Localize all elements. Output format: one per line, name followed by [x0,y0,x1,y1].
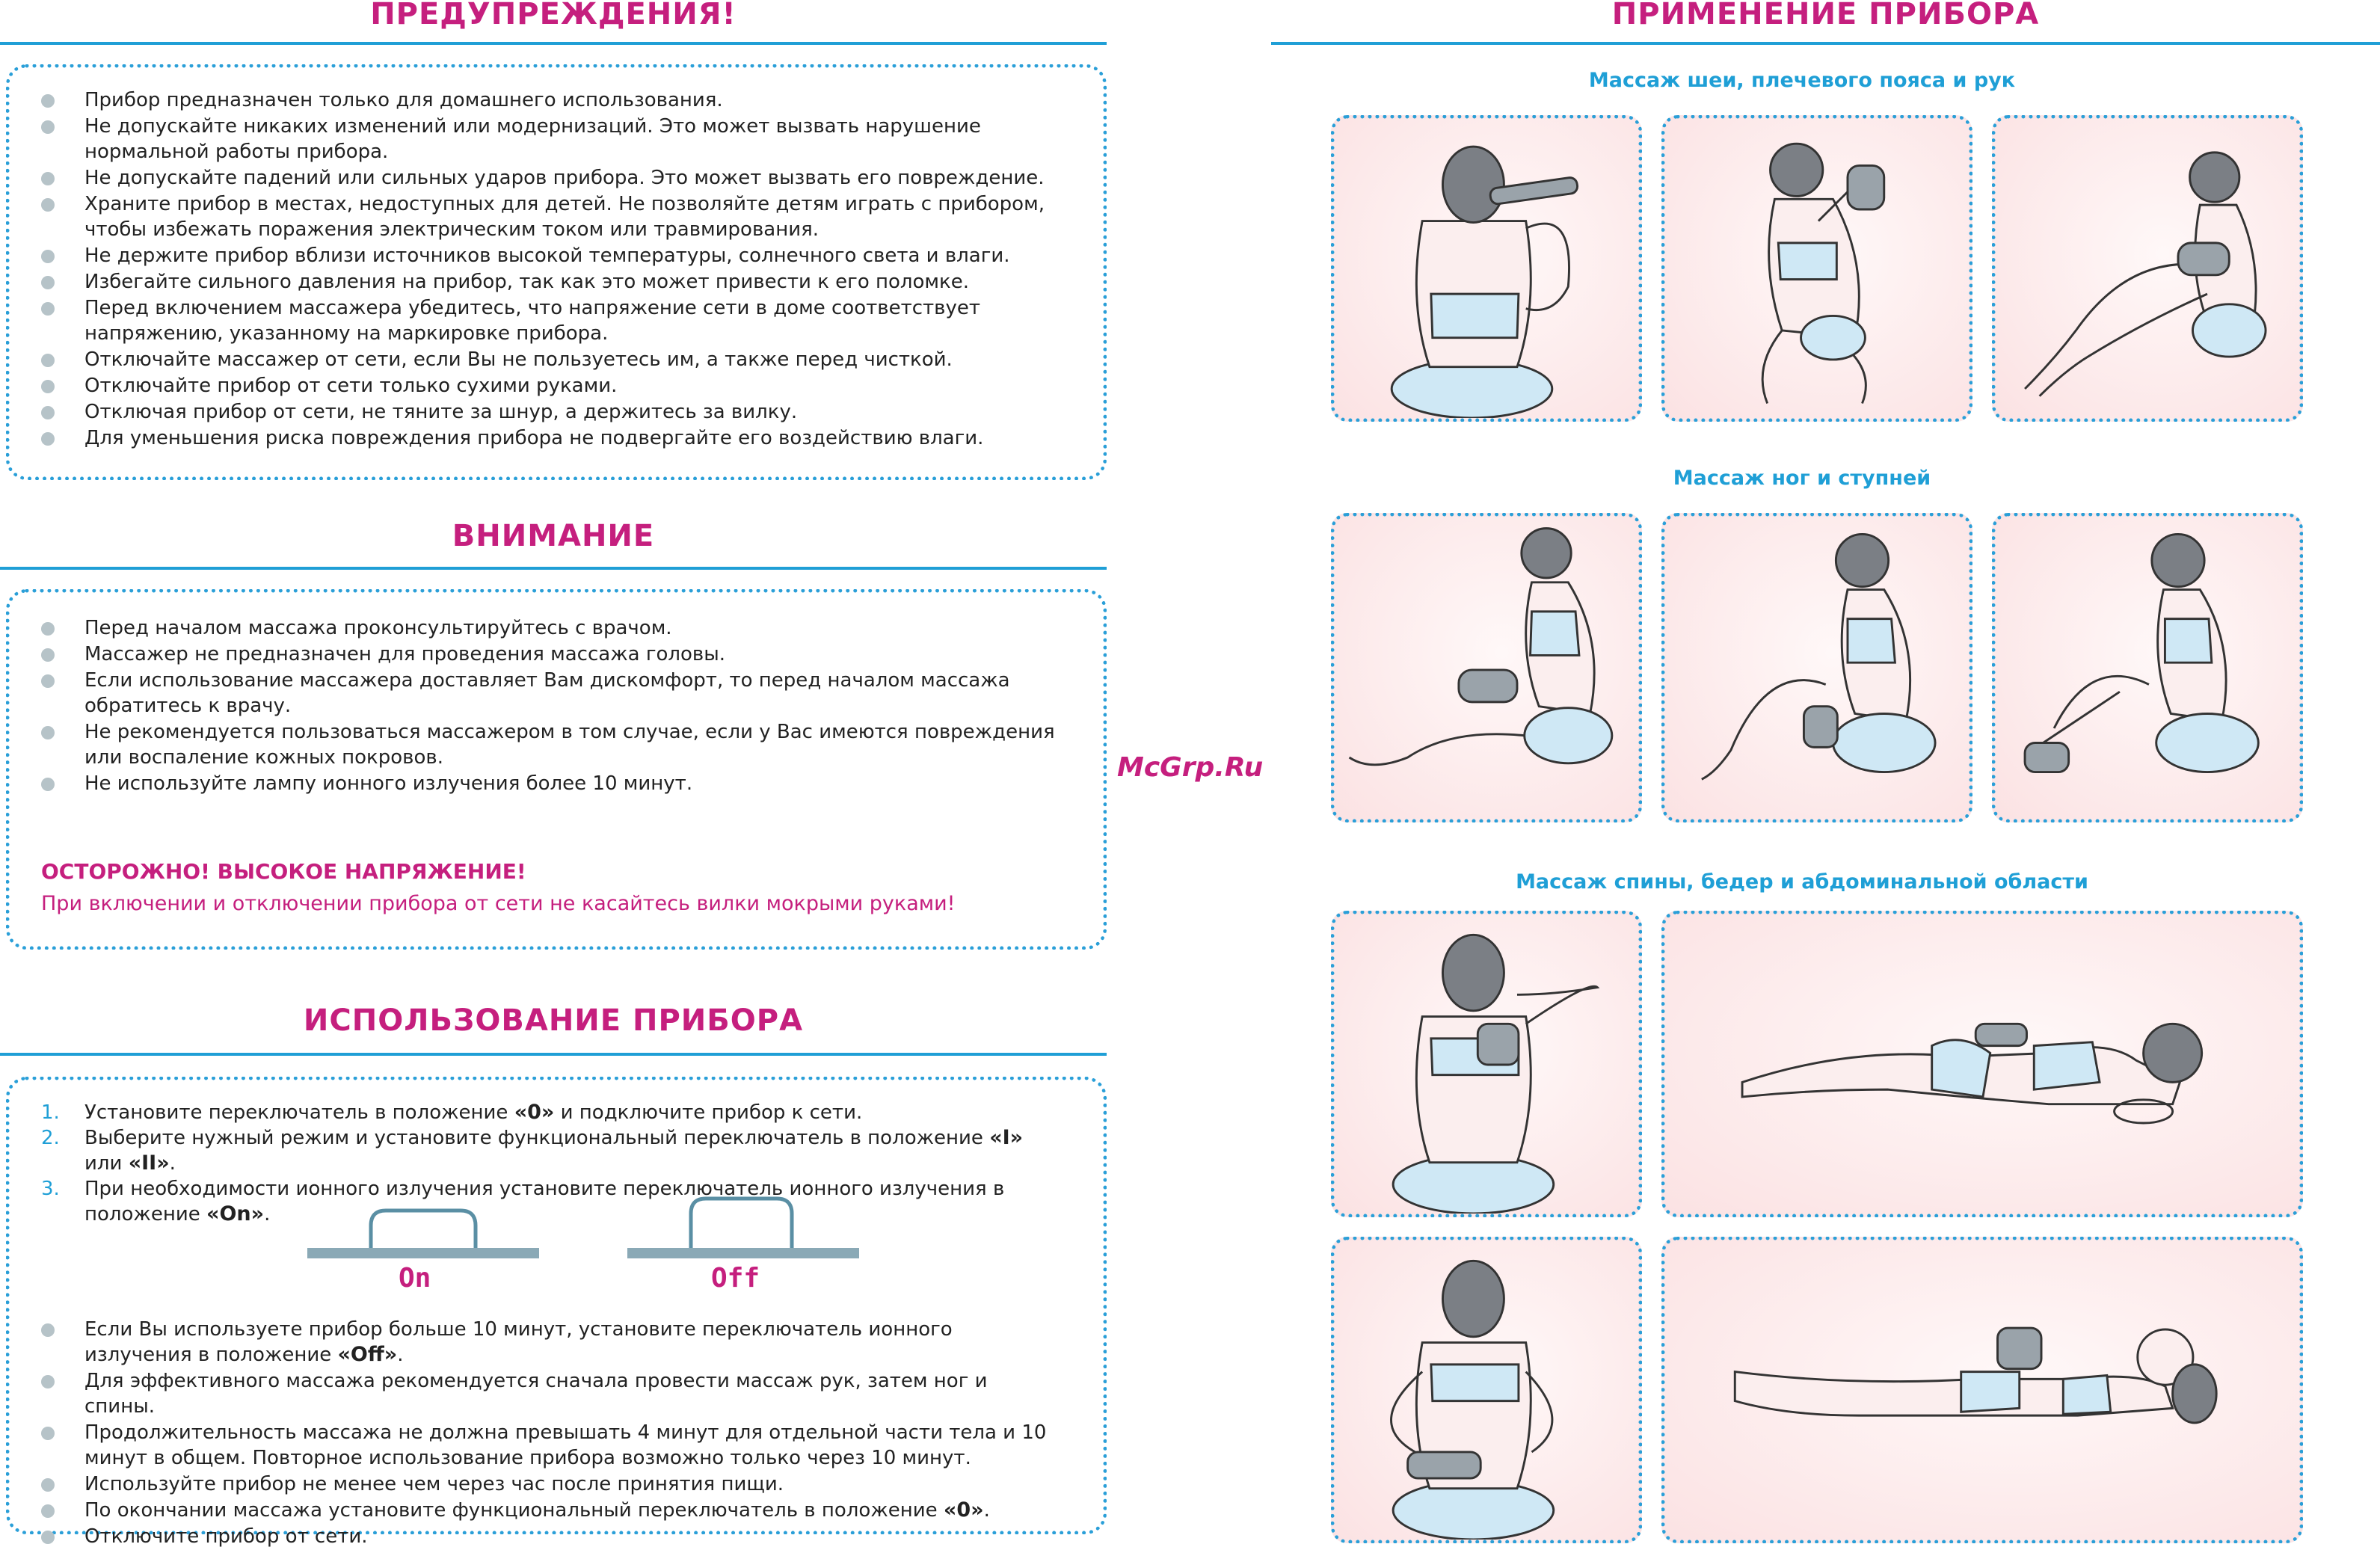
usage-step: 1. Установите переключатель в положение «0» и подключите прибор к сети. [41,1101,863,1124]
illustration-shoulder-back-massage [1331,911,1642,1217]
section-legs-feet: Массаж ног и ступней [1673,467,1931,490]
warning-item: Прибор предназначен только для домашнего использования. [41,87,1058,113]
warning-item: Перед включением массажера убедитесь, что напряжение сети в доме соответствует напряжению, указанному на маркировке прибора. [41,295,1058,346]
attention-list [41,615,1058,797]
switch-off-label: Off [711,1263,760,1294]
application-divider [1271,42,2380,45]
attention-title: ВНИМАНИЕ [452,519,655,553]
section-neck-arms: Массаж шеи, плечевого пояса и рук [1588,69,2016,92]
warning-item: Избегайте сильного давления на прибор, так как это может привести к его поломке. [41,269,1058,295]
attention-item: Массажер не предназначен для проведения массажа головы. [41,642,1058,667]
illustration-neck-massage [1331,115,1642,422]
application-title: ПРИМЕНЕНИЕ ПРИБОРА [1611,0,2040,31]
illustration-foot-massage [1661,513,1972,822]
section-back-hips: Массаж спины, бедер и абдоминальной области [1516,870,2088,894]
warning-item: Храните прибор в местах, недоступных для детей. Не позволяйте детям играть с прибором, чтобы избежать поражения электрическим током или травмирования. [41,191,1058,242]
illustration-arm-massage-sitting [1661,115,1972,422]
usage-step: 2. Выберите нужный режим и установите функциональный переключатель в положение «I» или «II». [41,1126,1024,1175]
warning-item: Отключайте прибор от сети только сухими руками. [41,373,1058,399]
switch-on-diagram [307,1205,539,1261]
illustration-knee-massage [1992,115,2303,422]
attention-item: Если использование массажера доставляет Вам дискомфорт, то перед началом массажа обратитесь к врачу. [41,668,1058,719]
usage-divider [0,1053,1107,1056]
warnings-box [6,64,1107,480]
switch-on-label: On [399,1263,431,1294]
usage-note: Продолжительность массажа не должна превышать 4 минут для отдельной части тела и 10 минут в общем. Повторное использование прибора возможно только через 10 минут. [41,1420,1058,1471]
warning-item: Отключая прибор от сети, не тяните за шнур, а держитесь за вилку. [41,399,1058,425]
usage-note: По окончании массажа установите функциональный переключатель в положение «0». [41,1498,1058,1523]
illustration-lying-back-massage [1661,1237,2303,1543]
usage-steps [41,1100,1058,1227]
warnings-title: ПРЕДУПРЕЖДЕНИЯ! [370,0,737,31]
warning-item: Для уменьшения риска повреждения прибора не подвергайте его воздействию влаги. [41,425,1058,451]
usage-box [6,1077,1107,1548]
attention-item: Не используйте лампу ионного излучения более 10 минут. [41,771,1058,796]
warning-item: Не держите прибор вблизи источников высокой температуры, солнечного света и влаги. [41,243,1058,268]
caution-text: При включении и отключении прибора от сети не касайтесь вилки мокрыми руками! [41,892,956,915]
attention-item: Не рекомендуется пользоваться массажером в том случае, если у Вас имеются повреждения или воспаление кожных покровов. [41,719,1058,770]
warning-item: Не допускайте никаких изменений или модернизаций. Это может вызвать нарушение нормальной работы прибора. [41,114,1058,164]
illustration-calf-massage [1331,513,1642,822]
watermark: McGrp.Ru [1117,752,1264,783]
attention-divider [0,567,1107,570]
illustration-foot-sole-massage [1992,513,2303,822]
usage-note: Отключите прибор от сети. [41,1524,1058,1549]
attention-box [6,589,1107,950]
warnings-divider [0,42,1107,45]
usage-title: ИСПОЛЬЗОВАНИЕ ПРИБОРА [303,1003,804,1038]
warning-item: Отключайте массажер от сети, если Вы не пользуетесь им, а также перед чисткой. [41,347,1058,372]
warning-item: Не допускайте падений или сильных ударов прибора. Это может вызвать его повреждение. [41,165,1058,191]
usage-note: Для эффективного массажа рекомендуется сначала провести массаж рук, затем ног и спины. [41,1368,1058,1419]
illustration-lower-back-massage [1331,1237,1642,1543]
usage-step: 3. При необходимости ионного излучения установите переключатель ионного излучения в положение «On». [41,1178,1005,1225]
caution-heading: ОСТОРОЖНО! ВЫСОКОЕ НАПРЯЖЕНИЕ! [41,859,526,884]
illustration-lying-abdomen-massage [1661,911,2303,1217]
attention-item: Перед началом массажа проконсультируйтесь с врачом. [41,615,1058,641]
switch-off-diagram [627,1194,859,1261]
usage-notes [41,1317,1058,1550]
usage-note: Используйте прибор не менее чем через час после принятия пищи. [41,1471,1058,1497]
usage-note: Если Вы используете прибор больше 10 минут, установите переключатель ионного излучения в положение «Off». [41,1317,1058,1368]
warnings-list [41,87,1058,452]
